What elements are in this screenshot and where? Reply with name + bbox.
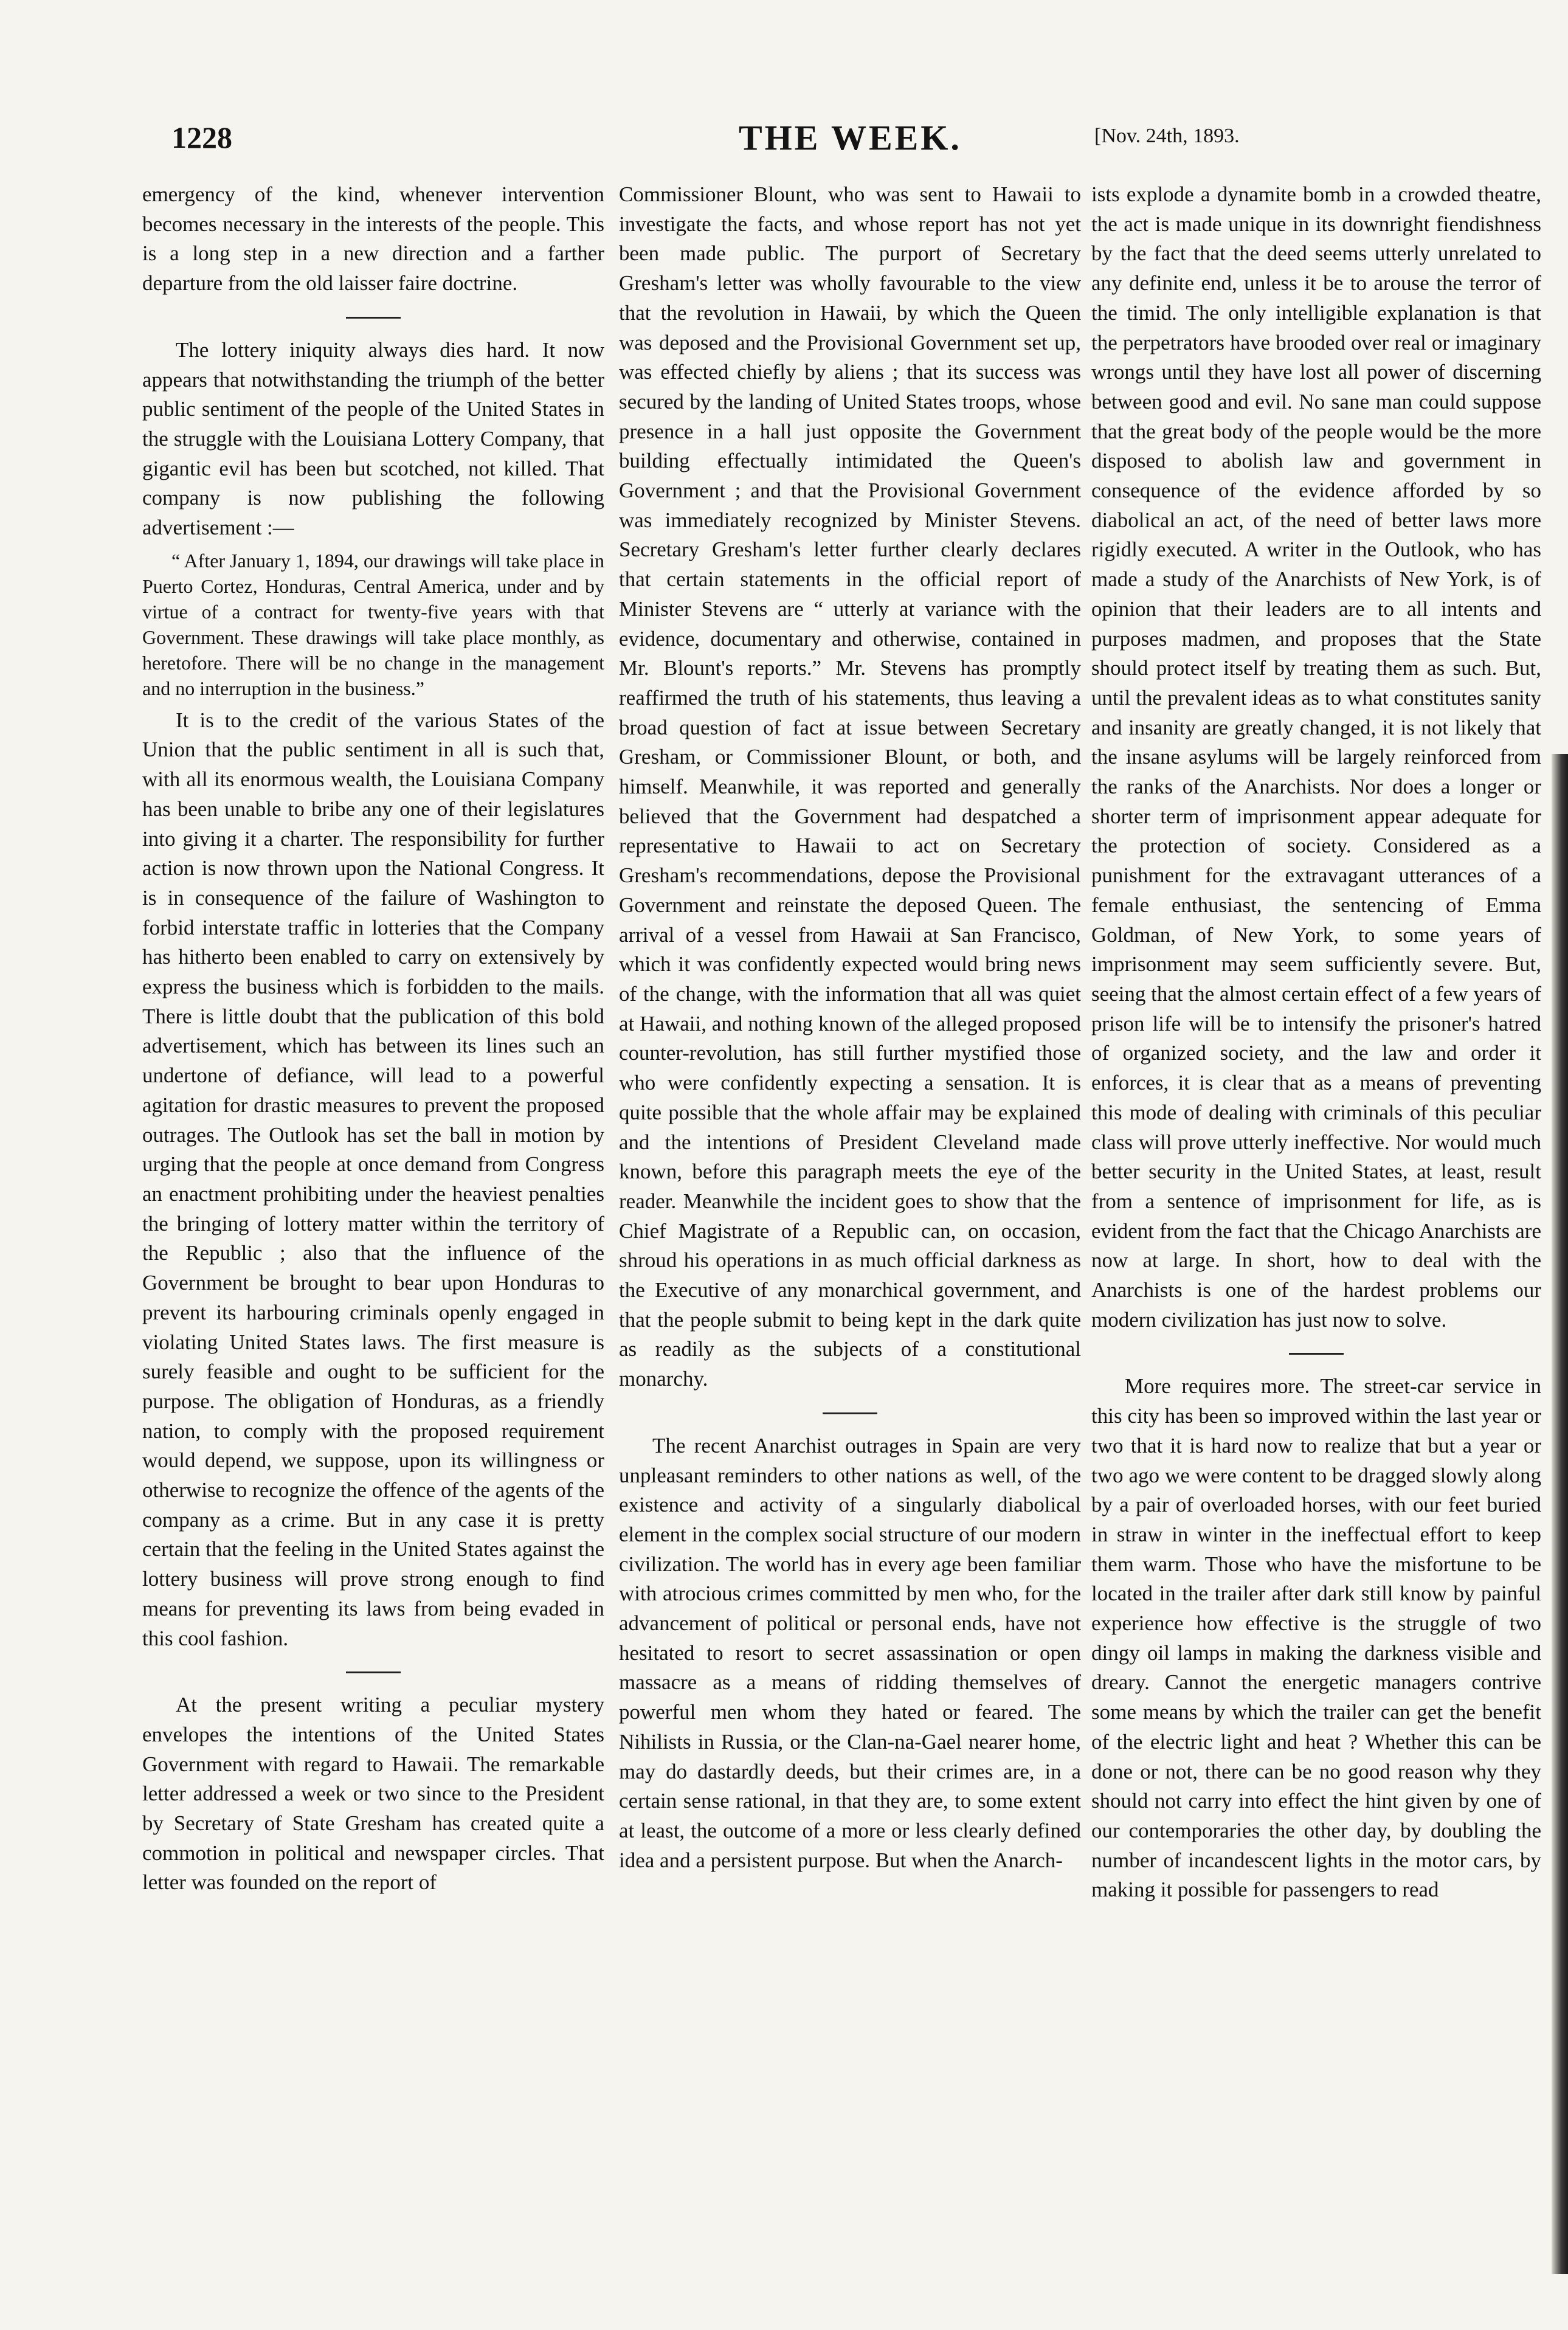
advertisement-quote: “ After January 1, 1894, our drawings will take place in Puerto Cortez, Honduras, Central America, under and by virtue of a contract for twenty-five years with that Government. These drawings will take place monthly, as heretofore. There will be no change in the management and no interruption in the business.” bbox=[142, 549, 604, 699]
column-3 bbox=[1091, 180, 1541, 1905]
page-header bbox=[0, 112, 1568, 167]
column2-paragraph-1: Commissioner Blount, who was sent to Hawaii to investigate the facts, and whose report has not yet been made public. The purport of Secretary Gresham's letter was wholly favourable to the view that the revolution in Hawaii, by which the Queen was deposed and the Provisional Government set up, was effected chiefly by aliens ; that its success was secured by the landing of United States troops, whose presence in a hall just opposite the Government building effectually intimidated the Queen's Government ; and that the Provisional Government was immediately recognized by Minister Stevens. Secretary Gresham's letter further clearly declares that certain statements in the official report of Minister Stevens are “ utterly at variance with the evidence, documentary and otherwise, contained in Mr. Blount's reports.” Mr. Stevens has promptly reaffirmed the truth of his statements, thus leaving a broad question of fact at issue between Secretary Gresham, or Commissioner Blount, or both, and himself. Meanwhile, it was reported and generally believed that the Government had despatched a representative to Hawaii to act on Secretary Gresham's recommendations, depose the Provisional Government and reinstate the deposed Queen. The arrival of a vessel from Hawaii at San Francisco, which it was confidently expected would bring news of the change, with the information that all was quiet at Hawaii, and nothing known of the alleged proposed counter-revolution, has still further mystified those who were confidently expecting a sensation. It is quite possible that the whole affair may be explained and the intentions of President Cleveland made known, before this paragraph meets the eye of the reader. Meanwhile the incident goes to show that the Chief Magistrate of a Republic can, on occasion, shroud his operations in as much official darkness as the Executive of any monarchical government, and that the people submit to being kept in the dark quite as readily as the subjects of a constitutional monarchy. bbox=[619, 182, 1081, 1391]
column3-paragraph-1: ists explode a dynamite bomb in a crowded theatre, the act is made unique in its downright fiendishness by the fact that the deed seems utterly unrelated to any definite end, unless it be to arouse the terror of the timid. The only intelligible explanation is that the perpetrators have brooded over real or imaginary wrongs until they have lost all power of discerning between good and evil. No sane man could suppose that the great body of the people would be the more disposed to abolish law and government in consequence of the evidence afforded by so diabolical an act, of the need of better laws more rigidly executed. A writer in the Outlook, who has made a study of the Anarchists of New York, is of opinion that their leaders are to all intents and purposes madmen, and proposes that the State should protect itself by treating them as such. But, until the prevalent ideas as to what constitutes sanity and insanity are greatly changed, it is not likely that the insane asylums will be largely reinforced from the ranks of the Anarchists. Nor does a longer or shorter term of imprisonment appear adequate for the protection of society. Considered as a punishment for the extravagant utterances of a female enthusiast, the sentencing of Emma Goldman, of New York, to some years of imprisonment may seem sufficiently severe. But, seeing that the almost certain effect of a few years of prison life will be to intensify the prisoner's hatred of organized society, and the law and order it enforces, it is clear that as a means of preventing this mode of dealing with criminals of this peculiar class will prove utterly ineffective. Nor would much better security in the United States, at least, result from a sentence of imprisonment for life, as is evident from the fact that the Chicago Anarchists are now at large. In short, how to deal with the Anarchists is one of the hardest problems our modern civilization has just now to solve. bbox=[1091, 182, 1541, 1332]
page-number: 1228 bbox=[171, 120, 232, 154]
column-1 bbox=[142, 180, 604, 1898]
issue-date: [Nov. 24th, 1893. bbox=[1094, 125, 1240, 147]
section-divider bbox=[346, 317, 401, 319]
column1-paragraph-2: The lottery iniquity always dies hard. It now appears that notwithstanding the triumph of the better public sentiment of the people of the United States in the struggle with the Louisiana Lottery Company, that gigantic evil has been but scotched, not killed. That company is now publishing the following advertisement :— bbox=[142, 337, 604, 540]
column1-paragraph-3: It is to the credit of the various States of the Union that the public sentiment in all is such that, with all its enormous wealth, the Louisiana Company has been unable to bribe any one of their legislatures into giving it a charter. The responsibility for further action is now thrown upon the National Congress. It is in consequence of the failure of Washington to forbid interstate traffic in lotteries that the Company has hitherto been enabled to carry on extensively by express the business which is forbidden to the mails. There is little doubt that the publication of this bold advertisement, which has between its lines such an undertone of defiance, will lead to a powerful agitation for drastic measures to prevent the proposed outrages. The Outlook has set the ball in motion by urging that the people at once demand from Congress an enactment prohibiting under the heaviest penalties the bringing of lottery matter within the territory of the Republic ; also that the influence of the Government be brought to bear upon Honduras to prevent its harbouring criminals openly engaged in violating United States laws. The first measure is surely feasible and ought to be sufficient for the purpose. The obligation of Honduras, as a friendly nation, to comply with the proposed requirement would depend, we suppose, upon its willingness or otherwise to recognize the offence of the agents of the company as a crime. But in any case it is pretty certain that the feeling in the United States against the lottery business will prove strong enough to find means for preventing its laws from being evaded in this cool fashion. bbox=[142, 708, 604, 1650]
column1-paragraph-4: At the present writing a peculiar mystery envelopes the intentions of the United States Government with regard to Hawaii. The remarkable letter addressed a week or two since to the President by Secretary of State Gresham has created quite a commotion in political and newspaper circles. That letter was founded on the report of bbox=[142, 1693, 604, 1895]
binding-gutter-shadow bbox=[1552, 754, 1568, 2274]
column3-paragraph-2: More requires more. The street-car service in this city has been so improved within the last year or two that it is hard now to realize that but a year or two ago we were content to be dragged slowly along by a pair of overloaded horses, with our feet buried in straw in winter in the ineffectual effort to keep them warm. Those who have the misfortune to be located in the trailer after dark still know by painful experience how effective is the struggle of two dingy oil lamps in making the darkness visible and dreary. Cannot the energetic managers contrive some means by which the trailer can get the benefit of the electric light and heat ? Whether this can be done or not, there can be no good reason why they should not carry into effect the hint given by one of our contemporaries the other day, by doubling the number of incandescent lights in the motor cars, by making it possible for passengers to read bbox=[1091, 1374, 1541, 1902]
column1-paragraph-1: emergency of the kind, whenever intervention becomes necessary in the interests of the people. This is a long step in a new direction and a farther departure from the old laisser faire doctrine. bbox=[142, 182, 604, 296]
journal-title: THE WEEK. bbox=[739, 118, 962, 157]
section-divider bbox=[346, 1671, 401, 1673]
column2-paragraph-2: The recent Anarchist outrages in Spain are very unpleasant reminders to other nations as well, of the existence and activity of a singularly diabolical element in the complex social structure of our modern civilization. The world has in every age been familiar with atrocious crimes committed by men who, for the advancement of political or personal ends, have not hesitated to resort to secret assassination or open massacre as a means of ridding themselves of powerful men whom they hated or feared. The Nihilists in Russia, or the Clan-na-Gael nearer home, may do dastardly deeds, but their crimes are, in a certain sense rational, in that they are, to some extent at least, the outcome of a more or less clearly defined idea and a persistent purpose. But when the Anarch- bbox=[619, 1433, 1081, 1872]
section-divider bbox=[823, 1412, 877, 1414]
column-2 bbox=[619, 180, 1081, 1875]
section-divider bbox=[1289, 1353, 1344, 1355]
